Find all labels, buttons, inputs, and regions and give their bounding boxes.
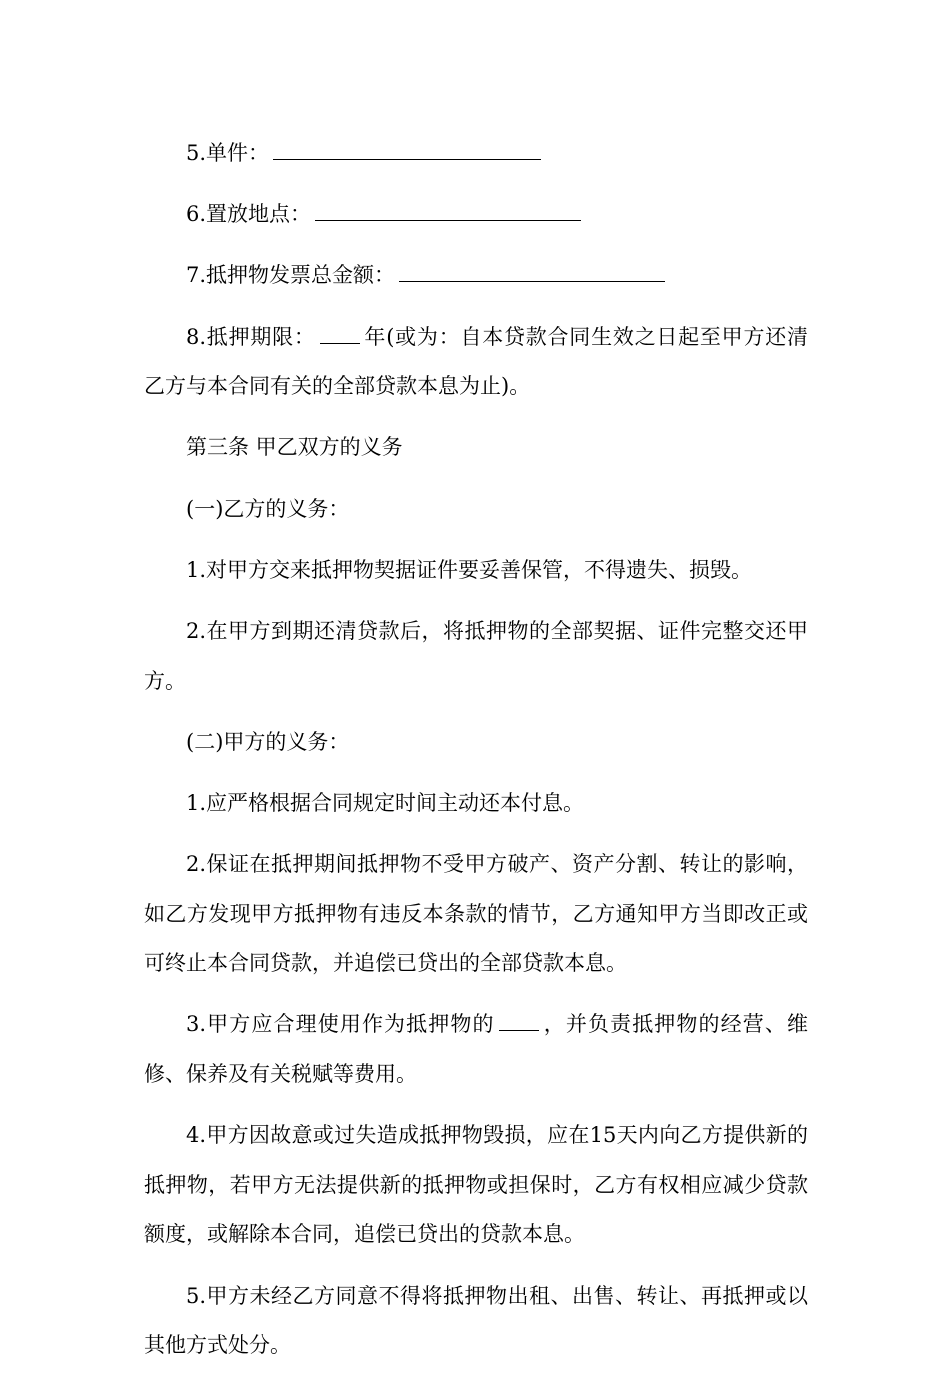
obligation-item: 2.保证在抵押期间抵押物不受甲方破产、资产分割、转让的影响，如乙方发现甲方抵押物有违反本条款的情节，乙方通知甲方当即改正或可终止本合同贷款，并追偿已贷出的全部贷款本息。 <box>144 852 808 976</box>
section-heading-party-a: (二)甲方的义务： <box>186 729 350 754</box>
clause-item-location <box>144 190 808 240</box>
clause-label: 5.单件： <box>186 141 270 165</box>
fill-in-blank <box>399 280 665 282</box>
obligation-item: 4.甲方因故意或过失造成抵押物毁损，应在15天内向乙方提供新的抵押物，若甲方无法提供新的抵押物或担保时，乙方有权相应减少贷款额度，或解除本合同，追偿已贷出的贷款本息。 <box>144 1123 808 1247</box>
clause-item-term <box>144 313 808 412</box>
section-heading-party-b: (一)乙方的义务： <box>186 496 350 521</box>
article-heading: 第三条 甲乙双方的义务 <box>186 435 403 460</box>
fill-in-blank <box>499 1029 539 1031</box>
fill-in-blank <box>273 158 541 160</box>
clause-item-unit <box>144 129 808 179</box>
clause-item-invoice-amount <box>144 251 808 301</box>
fill-in-blank <box>315 219 581 221</box>
obligation-item: 1.应严格根据合同规定时间主动还本付息。 <box>186 790 585 815</box>
obligation-item <box>144 1000 808 1099</box>
clause-text: 3.甲方应合理使用作为抵押物的 <box>186 1012 495 1037</box>
clause-label: 7.抵押物发票总金额： <box>186 263 396 288</box>
fill-in-blank <box>320 342 360 344</box>
obligation-item: 1.对甲方交来抵押物契据证件要妥善保管，不得遗失、损毁。 <box>186 557 753 582</box>
document-body <box>144 129 808 1382</box>
obligation-item: 2.在甲方到期还清贷款后，将抵押物的全部契据、证件完整交还甲方。 <box>144 618 808 693</box>
clause-label: 8.抵押期限： <box>186 324 316 349</box>
clause-text: ，并负责抵押物的经营、维修、保养及有关税赋等费用。 <box>144 1012 808 1087</box>
clause-label: 6.置放地点： <box>186 202 312 227</box>
clause-text: 年(或为：自本贷款合同生效之日起至甲方还清乙方与本合同有关的全部贷款本息为止)。 <box>144 324 808 399</box>
obligation-item: 5.甲方未经乙方同意不得将抵押物出租、出售、转让、再抵押或以其他方式处分。 <box>144 1283 808 1358</box>
